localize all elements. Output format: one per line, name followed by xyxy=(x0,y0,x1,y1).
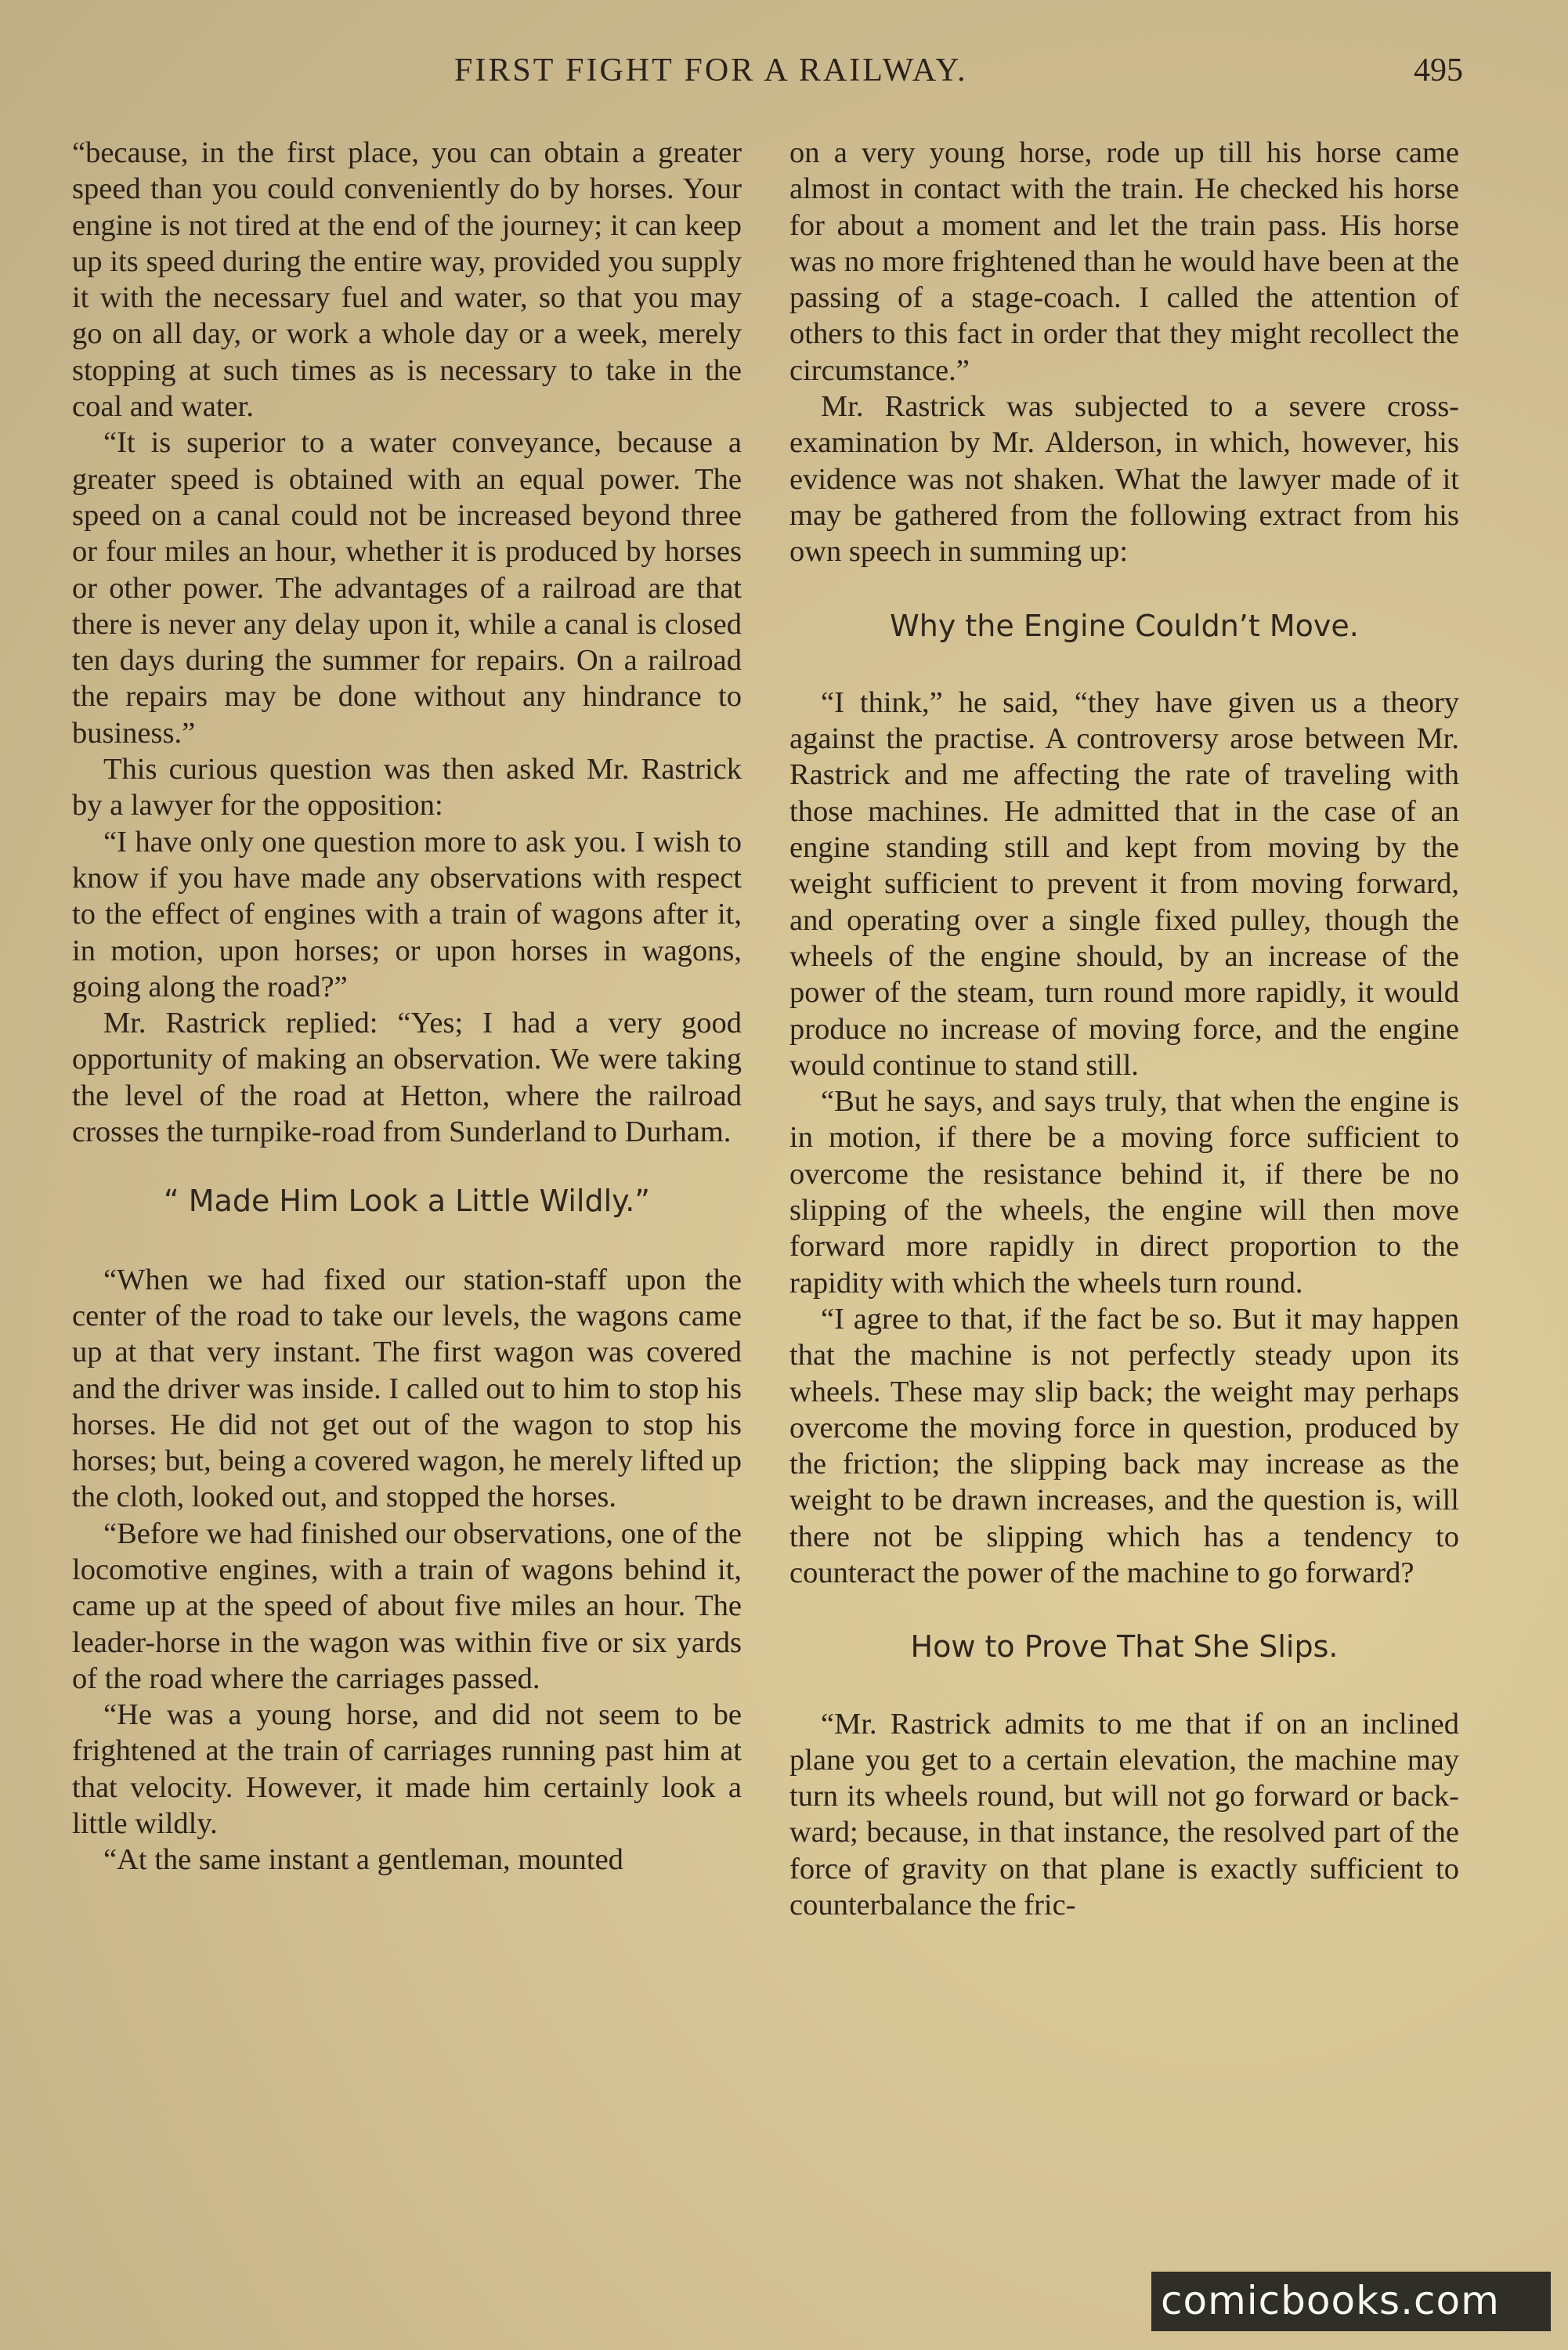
watermark-text: comicbooks.com xyxy=(1161,2278,1500,2323)
paragraph: “It is superior to a water conveyance, because a greater speed is obtained with an equal power. The speed on a canal could not be increased beyond three or four miles an hour, whether it is produced by horses or other power. The advantages of a railroad are that there is never any delay upon it, while a canal is closed ten days during the summer for repairs. On a railroad the repairs may be done without any hindrance to business.” xyxy=(72,426,742,750)
page-header xyxy=(0,52,1488,99)
paragraph: Mr. Rastrick replied: “Yes; I had a very good opportunity of making an observation. We were taking the level of the road at Hetton, where the railroad crosses the turnpike-road from Sunderland to Durham. xyxy=(72,1007,742,1149)
section-heading: Why the Engine Couldn’t Move. xyxy=(890,608,1359,643)
paragraph: “because, in the first place, you can obtain a greater speed than you could conveniently do by horses. Your engine is not tired at the end of the journey; it can keep up its speed during the entire way, provided you supply it with the necessary fuel and water, so that you may go on all day, or work a whole day or a week, merely stopping at such times as is necessary to take in the coal and water. xyxy=(72,136,742,424)
paragraph: “When we had fixed our station-staff upon the center of the road to take our levels, the wagons came up at that very instant. The first wagon was covered and the driver was inside. I called out to him to stop his horses. He did not get out of the wagon to stop his horses; but, being a covered wagon, he merely lifted up the cloth, looked out, and stopped the horses. xyxy=(72,1263,742,1514)
paragraph: “I have only one question more to ask you. I wish to know if you have made any observations with respect to the effect of engines with a train of wagons after it, in motion, upon horses; or upon horses in wagons, going along the road?” xyxy=(72,825,742,1003)
paragraph: “Mr. Rastrick admits to me that if on an inclined plane you get to a certain elevation, the machine may turn its wheels round, but will not go forward or backward; because, in that instance, the resolved part of the force of gravity on that plane is exactly sufficient to counterbalance the fric- xyxy=(789,1707,1459,1922)
paragraph: “At the same instant a gentleman, mounted xyxy=(103,1843,623,1877)
left-column xyxy=(72,135,742,1878)
right-column xyxy=(789,135,1459,1923)
running-title: FIRST FIGHT FOR A RAILWAY. xyxy=(454,52,968,89)
paragraph: “But he says, and says truly, that when the engine is in motion, if there be a moving force sufficient to overcome the resistance behind it, if there be no slipping of the wheels, the engine will then move forward more rapidly in direct proportion to the rapidity with which the wheels turn round. xyxy=(789,1085,1459,1300)
paragraph: “I think,” he said, “they have given us a theory against the practise. A controversy arose between Mr. Rastrick and me affecting the rate of traveling with those machines. He admitted that in the case of an engine standing still and kept from moving by the weight sufficient to prevent it from moving forward, and operating over a single fixed pulley, though the wheels of the engine should, by an increase of the power of the steam, turn round more rapidly, it would produce no increase of moving force, and the engine would continue to stand still. xyxy=(789,685,1459,1082)
paragraph: on a very young horse, rode up till his horse came almost in contact with the train. He checked his horse for about a moment and let the train pass. His horse was no more frightened than he would have been at the passing of a stage-coach. I called the attention of others to this fact in order that they might recollect the circumstance.” xyxy=(789,136,1459,387)
paragraph: “Before we had finished our observations, one of the locomotive engines, with a train of wagons behind it, came up at the speed of about five miles an hour. The leader-horse in the wagon was within five or six yards of the road where the carriages passed. xyxy=(72,1517,742,1695)
paragraph: This curious question was then asked Mr. Rastrick by a lawyer for the opposition: xyxy=(72,753,742,822)
paragraph: “I agree to that, if the fact be so. But it may happen that the machine is not perfectly steady upon its wheels. These may slip back; the weight may perhaps overcome the moving force in question, produced by the friction; the slipping back may increase as the weight to be drawn increases, and the question is, will there not be slipping which has a tendency to counteract the power of the machine to go forward? xyxy=(789,1302,1459,1589)
section-heading: How to Prove That She Slips. xyxy=(910,1629,1339,1665)
section-heading: “ Made Him Look a Little Wildly.” xyxy=(163,1184,650,1219)
paragraph: “He was a young horse, and did not seem to be frightened at the train of carriages running past him at that velocity. However, it made him certainly look a little wildly. xyxy=(72,1698,742,1841)
watermark-badge xyxy=(1151,2272,1551,2331)
page-number: 495 xyxy=(1414,52,1463,89)
paragraph: Mr. Rastrick was subjected to a severe cross-examination by Mr. Alderson, in which, however, his evidence was not shaken. What the lawyer made of it may be gathered from the following extract from his own speech in summing up: xyxy=(789,390,1459,569)
